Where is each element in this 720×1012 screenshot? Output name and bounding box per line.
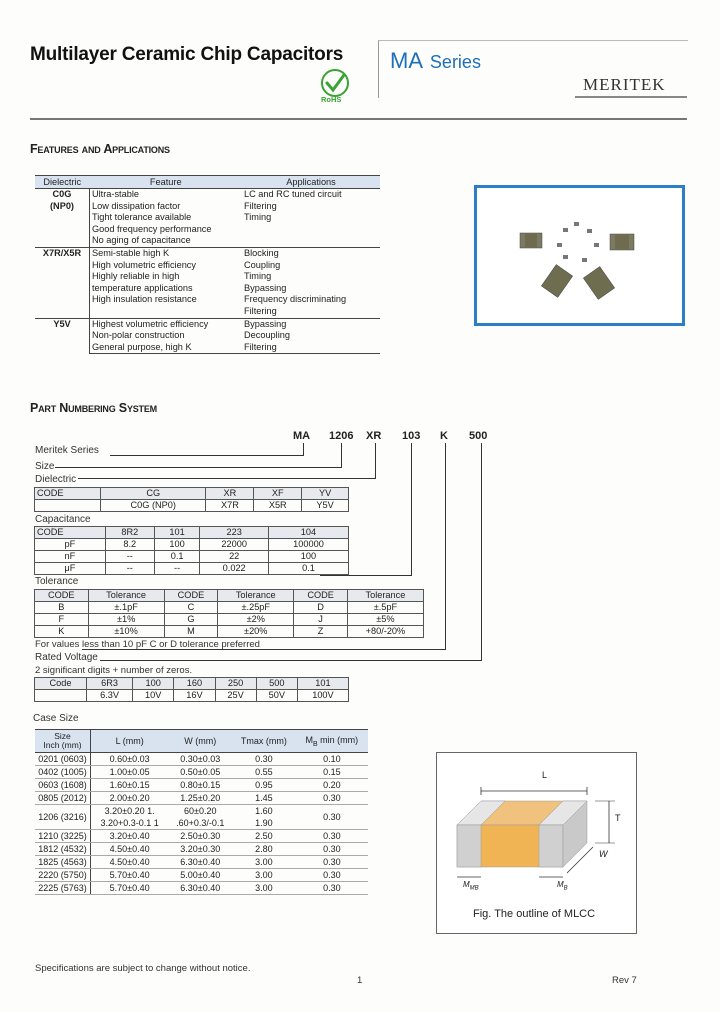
mlcc-outline-figure	[436, 752, 637, 934]
table-cell: 1.90	[232, 817, 295, 830]
table-cell: 101	[297, 678, 348, 690]
table-cell: Tolerance	[88, 590, 164, 602]
table-cell: 8R2	[105, 527, 154, 539]
mb-sub: MB	[469, 885, 479, 892]
feature-cell: Highly reliable in high	[92, 271, 180, 282]
table-row	[35, 792, 368, 805]
mb-sub: B	[563, 885, 568, 892]
table-cell: 0.022	[200, 563, 269, 575]
col-size: Size Inch (mm)	[35, 730, 91, 753]
connector	[445, 443, 446, 650]
feature-cell: General purpose, high K	[90, 342, 243, 354]
table-cell: 1.60±0.15	[91, 779, 169, 792]
table-cell: M	[164, 626, 218, 638]
table-cell: 2225 (5763)	[35, 882, 91, 895]
feature-cell: Highest volumetric efficiency	[90, 318, 243, 330]
table-cell: CODE	[35, 488, 101, 500]
table-cell: 0.55	[232, 766, 295, 779]
feature-cell: High volumetric efficiency	[92, 259, 196, 270]
feature-cell: Non-polar construction	[92, 330, 185, 341]
header-rule	[30, 118, 687, 120]
table-row	[35, 805, 368, 818]
table-cell: G	[164, 614, 218, 626]
table-cell: C	[164, 602, 218, 614]
dielectric-cell: Y5V	[35, 318, 90, 354]
table-row	[35, 779, 368, 792]
table-cell: 0.80±0.15	[168, 779, 232, 792]
case-size-body	[35, 753, 368, 895]
table-cell	[35, 500, 101, 512]
application-cell: Decoupling	[244, 330, 290, 341]
table-row	[35, 563, 349, 575]
table-row	[35, 551, 349, 563]
table-cell: 100	[268, 551, 348, 563]
table-cell: 2220 (5750)	[35, 869, 91, 882]
label-size: Size	[35, 461, 55, 472]
application-cell: Bypassing	[244, 282, 287, 293]
table-cell: 6.30±0.40	[168, 882, 232, 895]
case-size-heading: Case Size	[33, 713, 79, 724]
table-cell: X5R	[254, 500, 302, 512]
table-cell: 50V	[256, 690, 297, 702]
table-cell: C0G (NP0)	[100, 500, 206, 512]
tolerance-note: For values less than 10 pF C or D tolerance preferred	[35, 639, 260, 650]
application-cell: Frequency discriminating	[244, 294, 347, 305]
table-cell: 160	[174, 678, 215, 690]
feature-cell: Ultra-stable	[92, 189, 139, 199]
table-row	[35, 690, 349, 702]
dielectric-code-table	[34, 487, 349, 512]
table-cell	[35, 690, 87, 702]
table-cell: X7R	[206, 500, 254, 512]
table-cell: 0.20	[296, 779, 368, 792]
table-cell: Y5V	[302, 500, 349, 512]
application-cell: Filtering	[244, 305, 277, 316]
application-cell: LC and RC tuned circuit	[244, 189, 342, 199]
table-cell: 3.00	[232, 869, 295, 882]
table-cell: 3.20±0.30	[168, 843, 232, 856]
table-cell: 1206 (3216)	[35, 805, 91, 830]
table-cell: 4.50±0.40	[91, 856, 169, 869]
table-cell: Code	[35, 678, 87, 690]
dim-mb-label-right: $M_B$	[557, 880, 568, 892]
page-number: 1	[357, 975, 363, 986]
table-cell: ±5%	[347, 614, 423, 626]
table-cell: Z	[294, 626, 348, 638]
connector	[110, 455, 304, 456]
label-tolerance: Tolerance	[35, 576, 79, 587]
table-row	[35, 843, 368, 856]
table-cell: 5.00±0.40	[168, 869, 232, 882]
table-cell: 1.00±0.05	[91, 766, 169, 779]
table-cell: J	[294, 614, 348, 626]
table-cell: 0.1	[268, 563, 348, 575]
table-cell: 0.95	[232, 779, 295, 792]
table-cell: CODE	[35, 590, 89, 602]
table-cell: 3.20±0.20 1.	[104, 806, 155, 816]
feature-cell: Semi-stable high K	[90, 247, 243, 259]
table-cell: ±2%	[218, 614, 294, 626]
table-cell: 100V	[297, 690, 348, 702]
table-cell: 0.30	[296, 843, 368, 856]
table-cell: 0.15	[296, 766, 368, 779]
figure-caption: Fig. The outline of MLCC	[473, 908, 596, 920]
application-cell	[242, 224, 380, 236]
table-cell: 0.60±0.03	[91, 753, 169, 766]
table-cell: 0201 (0603)	[35, 753, 91, 766]
case-header-row	[35, 730, 368, 753]
connector	[481, 443, 482, 661]
footer-note: Specifications are subject to change without notice.	[35, 963, 251, 974]
table-cell: 0.30±0.03	[168, 753, 232, 766]
table-cell: 100	[154, 539, 200, 551]
table-cell: 101	[154, 527, 200, 539]
application-cell: Timing	[244, 271, 272, 282]
table-cell: 0.30	[296, 869, 368, 882]
table-cell: 250	[215, 678, 256, 690]
table-cell: CODE	[294, 590, 348, 602]
table-cell: 2.00±0.20	[91, 792, 169, 805]
table-cell: 10V	[133, 690, 174, 702]
pn-dielectric: XR	[366, 430, 382, 442]
connector	[303, 443, 304, 455]
capacitance-code-table	[34, 526, 349, 575]
table-cell: 0.30	[296, 792, 368, 805]
table-cell: ±1%	[88, 614, 164, 626]
table-cell: 0.30	[296, 805, 368, 830]
table-cell: --	[105, 551, 154, 563]
feature-cell: Tight tolerance available	[92, 212, 192, 223]
feature-cell: No aging of capacitance	[92, 235, 191, 246]
application-cell: Bypassing	[242, 318, 380, 330]
table-cell: 0402 (1005)	[35, 766, 91, 779]
voltage-code-table	[34, 677, 349, 702]
feature-cell: temperature applications	[92, 282, 193, 293]
table-cell: ±.5pF	[347, 602, 423, 614]
feature-cell	[90, 306, 243, 318]
table-cell: 0603 (1608)	[35, 779, 91, 792]
table-row	[35, 830, 368, 843]
product-photo	[474, 185, 685, 326]
table-cell: 1812 (4532)	[35, 843, 91, 856]
feature-cell: Good frequency performance	[92, 223, 212, 234]
application-cell: Coupling	[244, 259, 281, 270]
table-row	[35, 488, 349, 500]
series-code: MA	[390, 48, 422, 73]
connector	[375, 443, 376, 478]
table-cell: 8.2	[105, 539, 154, 551]
table-cell: 100000	[268, 539, 348, 551]
col-applications: Applications	[242, 176, 380, 189]
table-cell: 3.00	[232, 856, 295, 869]
table-cell: 4.50±0.40	[91, 843, 169, 856]
label-voltage: Rated Voltage	[35, 652, 98, 663]
features-header-row	[35, 176, 380, 189]
table-row	[35, 626, 424, 638]
pn-ma: MA	[293, 430, 311, 442]
table-cell: CG	[100, 488, 206, 500]
label-dielectric: Dielectric	[35, 474, 77, 485]
table-row	[35, 869, 368, 882]
connector	[100, 660, 482, 661]
table-cell: 1210 (3225)	[35, 830, 91, 843]
table-cell: CODE	[164, 590, 218, 602]
col-l: L (mm)	[91, 730, 169, 753]
col-dielectric: Dielectric	[35, 176, 90, 189]
table-cell: 22000	[200, 539, 269, 551]
col-mb: $M_B$ min (mm)	[296, 730, 368, 753]
table-cell: 2.80	[232, 843, 295, 856]
table-cell: 25V	[215, 690, 256, 702]
feature-cell: High insulation resistance	[92, 294, 197, 305]
dielectric-cell: C0G (NP0)	[35, 189, 90, 248]
table-cell: 1825 (4563)	[35, 856, 91, 869]
series-label	[390, 48, 481, 74]
table-cell: 1.25±0.20	[168, 792, 232, 805]
dielectric-cell: X7R/X5R	[35, 247, 90, 318]
features-heading: Features and Applications	[30, 142, 170, 156]
table-cell: 60±0.20	[184, 806, 217, 816]
table-cell: Tolerance	[347, 590, 423, 602]
case-size-table	[35, 729, 368, 895]
application-cell: Filtering	[242, 342, 380, 354]
revision: Rev 7	[612, 975, 637, 986]
table-cell: 2.50±0.30	[168, 830, 232, 843]
table-cell: ±10%	[88, 626, 164, 638]
table-cell: 6.3V	[87, 690, 133, 702]
table-cell: 2.50	[232, 830, 295, 843]
pn-voltage: 500	[469, 430, 488, 442]
table-cell: XF	[254, 488, 302, 500]
connector	[55, 467, 342, 468]
table-cell: 0.10	[296, 753, 368, 766]
col-feature: Feature	[90, 176, 243, 189]
pn-capacitance: 103	[402, 430, 421, 442]
table-cell: 3.20±0.40	[91, 830, 169, 843]
table-row	[35, 500, 349, 512]
pn-size: 1206	[329, 430, 354, 442]
feature-cell: Low dissipation factor	[92, 200, 181, 211]
connector	[341, 443, 342, 467]
voltage-note: 2 significant digits + number of zeros.	[35, 665, 193, 676]
application-cell	[242, 235, 380, 247]
table-cell: 500	[256, 678, 297, 690]
table-row	[35, 753, 368, 766]
table-cell: 223	[200, 527, 269, 539]
tolerance-code-table	[34, 589, 424, 638]
table-cell: 1.45	[232, 792, 295, 805]
table-cell: ±.1pF	[88, 602, 164, 614]
table-row	[35, 602, 424, 614]
table-cell: 0.30	[296, 830, 368, 843]
table-cell: 0.30	[296, 856, 368, 869]
table-cell: 0805 (2012)	[35, 792, 91, 805]
table-cell: pF	[35, 539, 106, 551]
table-cell: .60+0.3/-0.1	[168, 817, 232, 830]
table-cell: 1.60	[255, 806, 273, 816]
table-row	[35, 527, 349, 539]
pn-tolerance: K	[440, 430, 448, 442]
table-row	[35, 856, 368, 869]
application-cell: Filtering	[244, 200, 277, 211]
table-row	[35, 590, 424, 602]
page-title: Multilayer Ceramic Chip Capacitors	[30, 44, 344, 65]
table-cell: D	[294, 602, 348, 614]
table-cell: ±.25pF	[218, 602, 294, 614]
brand-logo: MERITEK	[583, 75, 666, 94]
table-row	[35, 678, 349, 690]
table-cell: nF	[35, 551, 106, 563]
dim-w-label: W	[599, 849, 608, 859]
table-cell: 5.70±0.40	[91, 882, 169, 895]
table-cell: 0.50±0.05	[168, 766, 232, 779]
table-cell: +80/-20%	[347, 626, 423, 638]
label-capacitance: Capacitance	[35, 514, 91, 525]
features-table	[35, 175, 380, 354]
dim-t-label: T	[615, 813, 621, 823]
table-row	[35, 766, 368, 779]
table-cell: 6.30±0.40	[168, 856, 232, 869]
table-cell: 0.30	[232, 753, 295, 766]
rohs-icon	[318, 68, 352, 109]
table-cell: 0.1	[154, 551, 200, 563]
table-cell: CODE	[35, 527, 106, 539]
table-cell: K	[35, 626, 89, 638]
table-cell: μF	[35, 563, 106, 575]
table-cell: 22	[200, 551, 269, 563]
table-cell: 16V	[174, 690, 215, 702]
table-cell: B	[35, 602, 89, 614]
table-cell: 3.20+0.3-0.1 1	[91, 817, 169, 830]
table-cell: 104	[268, 527, 348, 539]
table-row	[35, 614, 424, 626]
table-cell: 0.30	[296, 882, 368, 895]
connector	[411, 443, 412, 576]
connector	[320, 575, 412, 576]
table-row	[35, 247, 380, 259]
table-cell: 100	[133, 678, 174, 690]
table-row	[35, 539, 349, 551]
table-cell: Tolerance	[218, 590, 294, 602]
application-cell: Timing	[244, 212, 272, 223]
table-cell: --	[105, 563, 154, 575]
table-cell: 3.00	[232, 882, 295, 895]
table-cell: --	[154, 563, 200, 575]
table-cell: XR	[206, 488, 254, 500]
application-cell: Blocking	[242, 247, 380, 259]
dim-l-label: L	[542, 770, 548, 780]
col-tmax: Tmax (mm)	[232, 730, 295, 753]
label-series: Meritek Series	[35, 445, 99, 456]
table-cell: ±20%	[218, 626, 294, 638]
series-word: Series	[429, 52, 481, 72]
dim-mb-label-left: $M_{MB}$	[463, 880, 479, 892]
brand-underline	[575, 96, 687, 98]
table-row	[35, 318, 380, 330]
rohs-label: RoHS	[321, 95, 342, 104]
table-row	[35, 189, 380, 201]
table-cell: YV	[302, 488, 349, 500]
connector	[78, 478, 376, 479]
part-numbering-heading: Part Numbering System	[30, 401, 157, 415]
table-row	[35, 882, 368, 895]
table-cell: 6R3	[87, 678, 133, 690]
table-cell: 5.70±0.40	[91, 869, 169, 882]
col-w: W (mm)	[168, 730, 232, 753]
table-cell: F	[35, 614, 89, 626]
